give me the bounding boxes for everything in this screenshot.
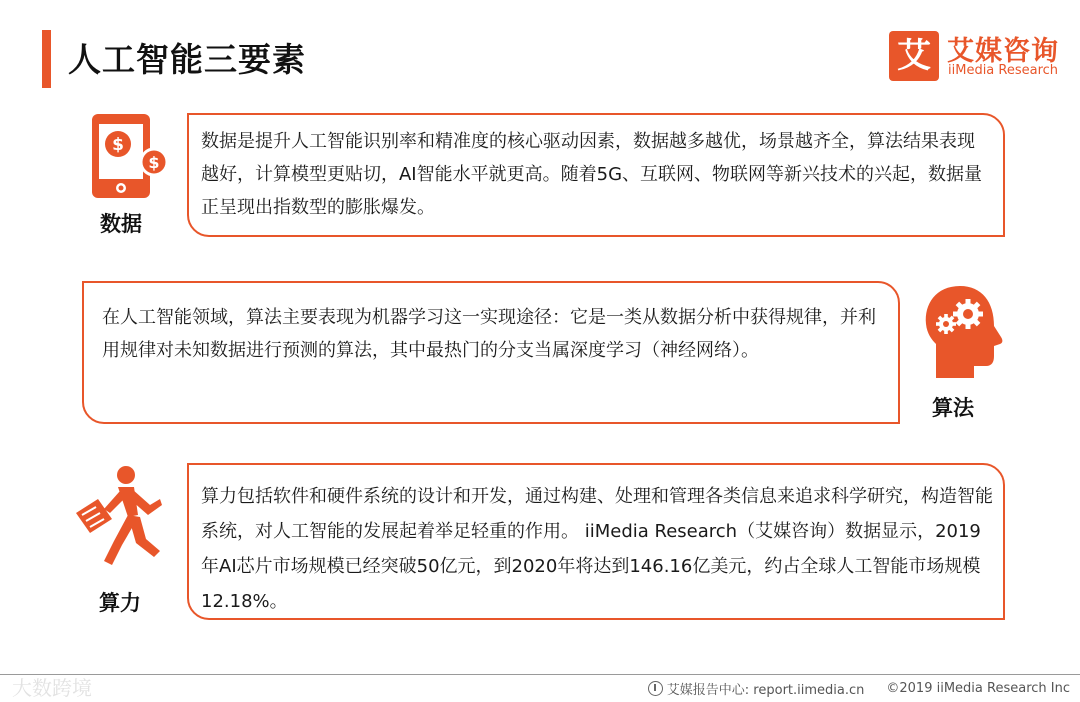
algorithm-description-text: 在人工智能领域，算法主要表现为机器学习这一实现途径：它是一类从数据分析中获得规律，并利用规律对未知数据进行预测的算法，其中最热门的分支当属深度学习（神经网络）。 [102, 307, 876, 361]
head-gears-icon [920, 282, 1004, 382]
watermark: 大数跨境 [12, 676, 92, 700]
section-label-power: 算力 [99, 591, 141, 615]
section-label-algorithm: 算法 [932, 396, 974, 420]
phone-dollar-icon [88, 112, 168, 202]
report-center-icon [648, 681, 663, 696]
iimedia-logo [889, 31, 1061, 81]
footer-copyright: ©2019 iiMedia Research Inc [886, 681, 1070, 696]
logo-mark: 艾 [889, 31, 939, 81]
page-title: 人工智能三要素 [68, 40, 306, 79]
footer-source [648, 679, 1070, 698]
section-label-data: 数据 [100, 212, 142, 236]
data-description-text: 数据是提升人工智能识别率和精准度的核心驱动因素，数据越多越优，场景越齐全，算法结果表现越好，计算模型更贴切，AI智能水平就更高。随着5G、互联网、物联网等新兴技术的兴起，数据量正呈现出指数型的膨胀爆发。 [201, 131, 983, 218]
power-description-box [187, 463, 1005, 620]
svg-text:$: $ [112, 135, 124, 155]
title-accent-bar [42, 30, 51, 88]
svg-text:$: $ [148, 153, 160, 172]
logo-english-name: iiMedia Research [948, 63, 1059, 78]
footer-divider [0, 674, 1080, 675]
logo-chinese-name: 艾媒咨询 [947, 36, 1059, 67]
footer-source-text[interactable]: 艾媒报告中心: report.iimedia.cn [666, 683, 865, 698]
data-description-box [187, 113, 1005, 237]
power-description-text: 算力包括软件和硬件系统的设计和开发，通过构建、处理和管理各类信息来追求科学研究，构造智能系统，对人工智能的发展起着举足轻重的作用。 iiMedia Research（艾媒咨询）数据显示，2019年AI芯片市场规模已经突破50亿元，到2020年将达到146.16亿美元，约占全球人工智能市场规模12.18%。 [201, 486, 993, 612]
running-man-icon [74, 465, 166, 575]
algorithm-description-box [82, 281, 900, 424]
